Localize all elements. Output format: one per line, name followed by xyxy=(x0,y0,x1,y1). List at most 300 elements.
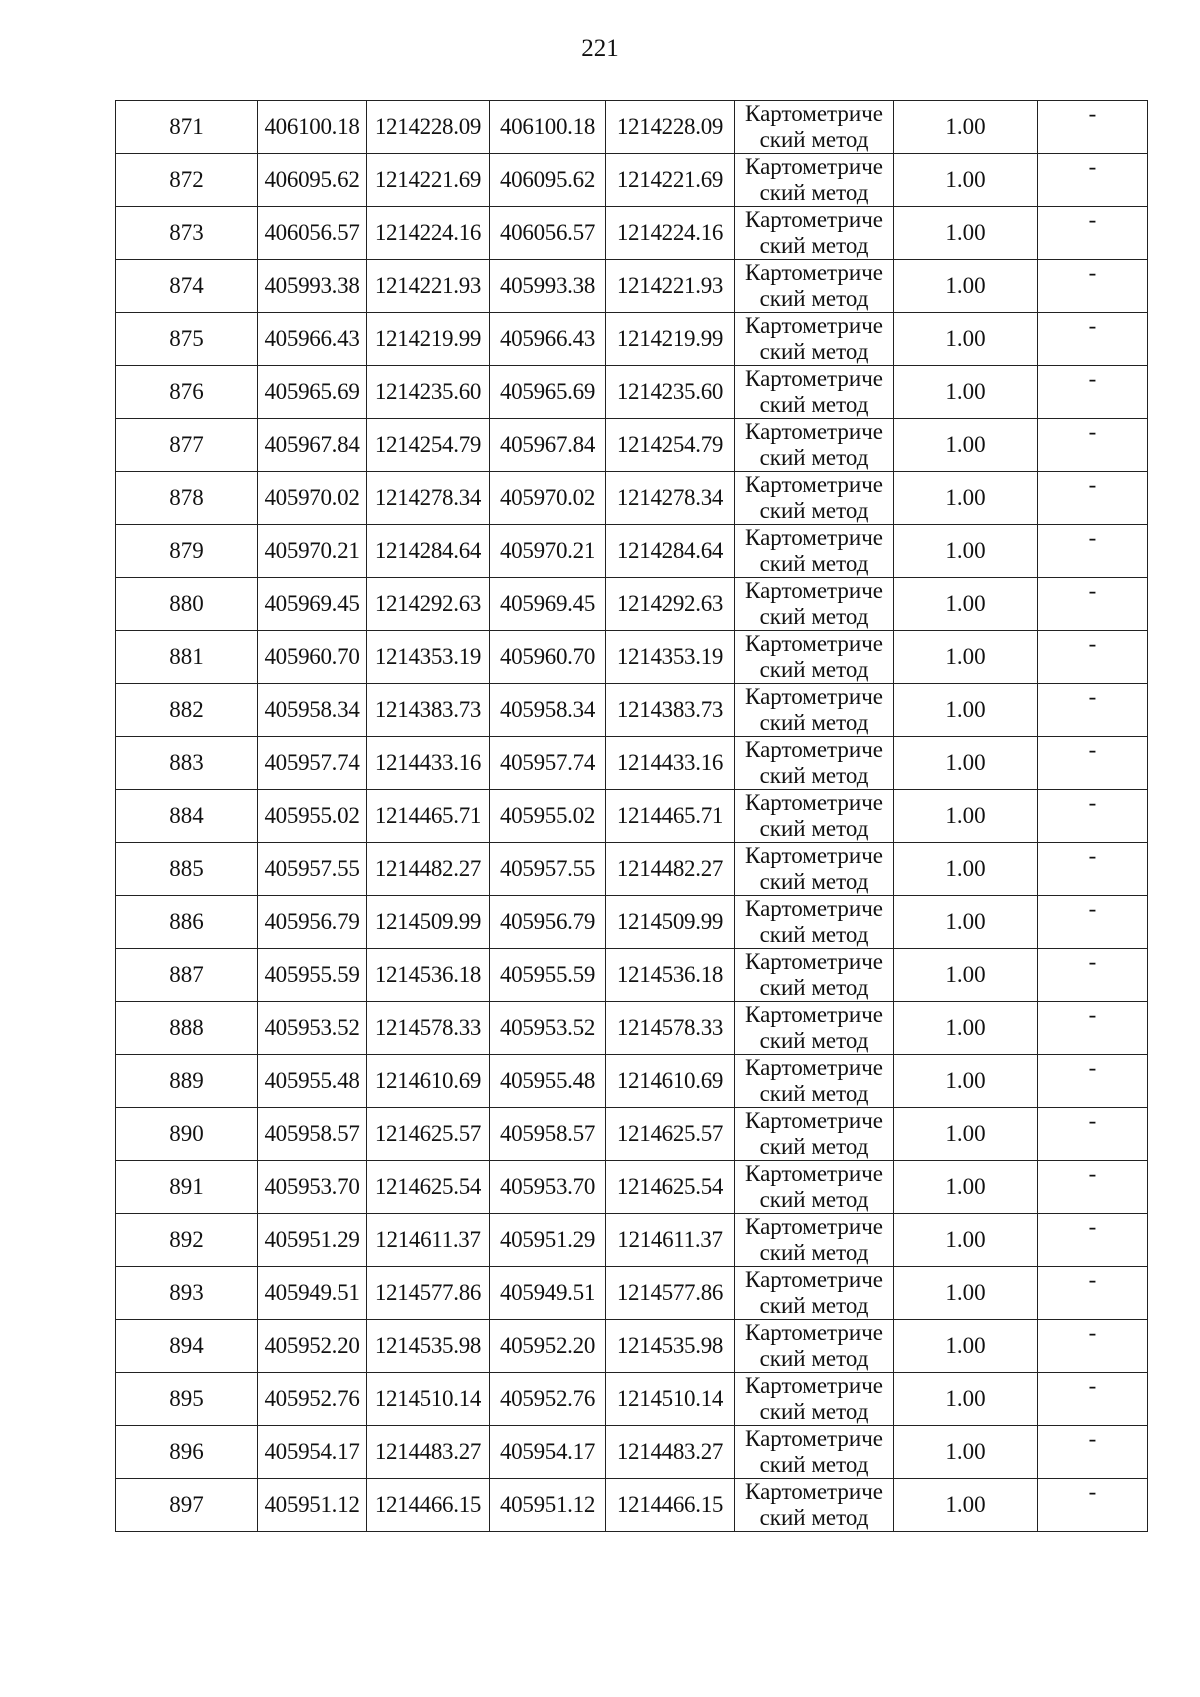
x-existing-cell: 405967.84 xyxy=(258,419,367,472)
method-text-line: ский метод xyxy=(759,710,869,735)
note-cell: - xyxy=(1038,472,1148,525)
x-existing-cell: 405952.76 xyxy=(258,1373,367,1426)
method-text-line: Картометриче xyxy=(745,1320,883,1345)
point-number-cell: 889 xyxy=(116,1055,258,1108)
x-new-cell: 405953.52 xyxy=(490,1002,606,1055)
note-cell: - xyxy=(1038,366,1148,419)
note-cell: - xyxy=(1038,260,1148,313)
y-existing-cell: 1214219.99 xyxy=(367,313,490,366)
x-new-cell: 406100.18 xyxy=(490,101,606,154)
y-new-cell: 1214224.16 xyxy=(606,207,735,260)
note-cell: - xyxy=(1038,1108,1148,1161)
table-row xyxy=(116,896,1148,949)
method-text-line: Картометриче xyxy=(745,949,883,974)
note-cell: - xyxy=(1038,578,1148,631)
y-existing-cell: 1214292.63 xyxy=(367,578,490,631)
x-existing-cell: 405970.02 xyxy=(258,472,367,525)
x-new-cell: 405956.79 xyxy=(490,896,606,949)
note-cell: - xyxy=(1038,101,1148,154)
method-text-line: ский метод xyxy=(759,339,869,364)
table-row xyxy=(116,578,1148,631)
method-text-line: ский метод xyxy=(759,816,869,841)
y-existing-cell: 1214353.19 xyxy=(367,631,490,684)
method-cell xyxy=(735,843,894,896)
x-existing-cell: 405958.34 xyxy=(258,684,367,737)
y-existing-cell: 1214221.69 xyxy=(367,154,490,207)
x-existing-cell: 405960.70 xyxy=(258,631,367,684)
accuracy-cell: 1.00 xyxy=(894,631,1038,684)
note-cell: - xyxy=(1038,631,1148,684)
point-number-cell: 872 xyxy=(116,154,258,207)
y-new-cell: 1214235.60 xyxy=(606,366,735,419)
x-new-cell: 405957.55 xyxy=(490,843,606,896)
accuracy-cell: 1.00 xyxy=(894,684,1038,737)
method-cell xyxy=(735,1320,894,1373)
y-existing-cell: 1214254.79 xyxy=(367,419,490,472)
method-cell xyxy=(735,578,894,631)
y-new-cell: 1214292.63 xyxy=(606,578,735,631)
y-existing-cell: 1214509.99 xyxy=(367,896,490,949)
table-row xyxy=(116,1108,1148,1161)
y-existing-cell: 1214611.37 xyxy=(367,1214,490,1267)
method-cell xyxy=(735,631,894,684)
x-new-cell: 405952.76 xyxy=(490,1373,606,1426)
point-number-cell: 895 xyxy=(116,1373,258,1426)
method-text-line: ский метод xyxy=(759,1028,869,1053)
note-cell: - xyxy=(1038,1002,1148,1055)
note-cell: - xyxy=(1038,790,1148,843)
method-text-line: Картометриче xyxy=(745,631,883,656)
note-cell: - xyxy=(1038,1426,1148,1479)
table-body xyxy=(116,101,1148,1532)
method-text-line: ский метод xyxy=(759,180,869,205)
accuracy-cell: 1.00 xyxy=(894,101,1038,154)
table-row xyxy=(116,313,1148,366)
note-cell: - xyxy=(1038,949,1148,1002)
x-new-cell: 405957.74 xyxy=(490,737,606,790)
method-cell xyxy=(735,737,894,790)
note-cell: - xyxy=(1038,1161,1148,1214)
y-new-cell: 1214353.19 xyxy=(606,631,735,684)
x-existing-cell: 406100.18 xyxy=(258,101,367,154)
x-new-cell: 405949.51 xyxy=(490,1267,606,1320)
table-row xyxy=(116,1373,1148,1426)
table-row xyxy=(116,1002,1148,1055)
y-new-cell: 1214625.54 xyxy=(606,1161,735,1214)
accuracy-cell: 1.00 xyxy=(894,1373,1038,1426)
method-text-line: ский метод xyxy=(759,1399,869,1424)
y-existing-cell: 1214466.15 xyxy=(367,1479,490,1532)
accuracy-cell: 1.00 xyxy=(894,525,1038,578)
table-row xyxy=(116,1426,1148,1479)
method-cell xyxy=(735,790,894,843)
accuracy-cell: 1.00 xyxy=(894,1055,1038,1108)
y-new-cell: 1214383.73 xyxy=(606,684,735,737)
method-text-line: ский метод xyxy=(759,445,869,470)
x-new-cell: 405953.70 xyxy=(490,1161,606,1214)
method-cell xyxy=(735,1373,894,1426)
note-cell: - xyxy=(1038,896,1148,949)
note-cell: - xyxy=(1038,1214,1148,1267)
method-cell xyxy=(735,260,894,313)
method-cell xyxy=(735,1055,894,1108)
note-cell: - xyxy=(1038,419,1148,472)
x-new-cell: 405965.69 xyxy=(490,366,606,419)
point-number-cell: 873 xyxy=(116,207,258,260)
method-text-line: Картометриче xyxy=(745,1214,883,1239)
y-existing-cell: 1214465.71 xyxy=(367,790,490,843)
x-new-cell: 405970.02 xyxy=(490,472,606,525)
y-existing-cell: 1214536.18 xyxy=(367,949,490,1002)
x-existing-cell: 405956.79 xyxy=(258,896,367,949)
accuracy-cell: 1.00 xyxy=(894,896,1038,949)
accuracy-cell: 1.00 xyxy=(894,207,1038,260)
accuracy-cell: 1.00 xyxy=(894,949,1038,1002)
table-row xyxy=(116,631,1148,684)
x-new-cell: 405952.20 xyxy=(490,1320,606,1373)
y-new-cell: 1214509.99 xyxy=(606,896,735,949)
point-number-cell: 884 xyxy=(116,790,258,843)
note-cell: - xyxy=(1038,843,1148,896)
y-new-cell: 1214221.69 xyxy=(606,154,735,207)
y-existing-cell: 1214625.57 xyxy=(367,1108,490,1161)
method-text-line: ский метод xyxy=(759,763,869,788)
accuracy-cell: 1.00 xyxy=(894,154,1038,207)
point-number-cell: 882 xyxy=(116,684,258,737)
method-cell xyxy=(735,896,894,949)
x-existing-cell: 406056.57 xyxy=(258,207,367,260)
table-row xyxy=(116,1161,1148,1214)
method-cell xyxy=(735,366,894,419)
accuracy-cell: 1.00 xyxy=(894,843,1038,896)
note-cell: - xyxy=(1038,1320,1148,1373)
y-new-cell: 1214610.69 xyxy=(606,1055,735,1108)
y-existing-cell: 1214221.93 xyxy=(367,260,490,313)
y-new-cell: 1214482.27 xyxy=(606,843,735,896)
table-row xyxy=(116,366,1148,419)
table-row xyxy=(116,101,1148,154)
point-number-cell: 874 xyxy=(116,260,258,313)
method-text-line: Картометриче xyxy=(745,525,883,550)
y-existing-cell: 1214610.69 xyxy=(367,1055,490,1108)
method-cell xyxy=(735,1161,894,1214)
method-text-line: ский метод xyxy=(759,1081,869,1106)
x-existing-cell: 405969.45 xyxy=(258,578,367,631)
point-number-cell: 885 xyxy=(116,843,258,896)
point-number-cell: 891 xyxy=(116,1161,258,1214)
method-text-line: ский метод xyxy=(759,1505,869,1530)
method-text-line: ский метод xyxy=(759,233,869,258)
y-existing-cell: 1214578.33 xyxy=(367,1002,490,1055)
x-existing-cell: 405955.48 xyxy=(258,1055,367,1108)
x-new-cell: 405967.84 xyxy=(490,419,606,472)
table-row xyxy=(116,1055,1148,1108)
x-existing-cell: 405951.12 xyxy=(258,1479,367,1532)
method-text-line: Картометриче xyxy=(745,472,883,497)
x-new-cell: 405955.48 xyxy=(490,1055,606,1108)
point-number-cell: 875 xyxy=(116,313,258,366)
note-cell: - xyxy=(1038,154,1148,207)
point-number-cell: 878 xyxy=(116,472,258,525)
note-cell: - xyxy=(1038,737,1148,790)
x-new-cell: 405958.57 xyxy=(490,1108,606,1161)
y-new-cell: 1214466.15 xyxy=(606,1479,735,1532)
table-row xyxy=(116,949,1148,1002)
table-row xyxy=(116,1214,1148,1267)
accuracy-cell: 1.00 xyxy=(894,419,1038,472)
table-row xyxy=(116,419,1148,472)
accuracy-cell: 1.00 xyxy=(894,1426,1038,1479)
method-text-line: Картометриче xyxy=(745,260,883,285)
method-text-line: Картометриче xyxy=(745,101,883,126)
note-cell: - xyxy=(1038,1055,1148,1108)
method-text-line: Картометриче xyxy=(745,1426,883,1451)
x-new-cell: 405954.17 xyxy=(490,1426,606,1479)
method-text-line: ский метод xyxy=(759,1293,869,1318)
x-new-cell: 405960.70 xyxy=(490,631,606,684)
point-number-cell: 877 xyxy=(116,419,258,472)
method-text-line: Картометриче xyxy=(745,1002,883,1027)
method-text-line: Картометриче xyxy=(745,790,883,815)
y-new-cell: 1214625.57 xyxy=(606,1108,735,1161)
note-cell: - xyxy=(1038,684,1148,737)
table-row xyxy=(116,154,1148,207)
point-number-cell: 876 xyxy=(116,366,258,419)
y-existing-cell: 1214625.54 xyxy=(367,1161,490,1214)
note-cell: - xyxy=(1038,1267,1148,1320)
x-new-cell: 405966.43 xyxy=(490,313,606,366)
method-text-line: ский метод xyxy=(759,127,869,152)
note-cell: - xyxy=(1038,525,1148,578)
y-new-cell: 1214578.33 xyxy=(606,1002,735,1055)
method-text-line: Картометриче xyxy=(745,737,883,762)
method-text-line: Картометриче xyxy=(745,419,883,444)
accuracy-cell: 1.00 xyxy=(894,1479,1038,1532)
method-cell xyxy=(735,419,894,472)
method-text-line: ский метод xyxy=(759,1452,869,1477)
x-existing-cell: 405954.17 xyxy=(258,1426,367,1479)
method-text-line: Картометриче xyxy=(745,313,883,338)
y-new-cell: 1214284.64 xyxy=(606,525,735,578)
method-cell xyxy=(735,1002,894,1055)
x-existing-cell: 405953.70 xyxy=(258,1161,367,1214)
x-existing-cell: 405955.02 xyxy=(258,790,367,843)
method-text-line: Картометриче xyxy=(745,366,883,391)
table-row xyxy=(116,1320,1148,1373)
y-existing-cell: 1214284.64 xyxy=(367,525,490,578)
y-new-cell: 1214611.37 xyxy=(606,1214,735,1267)
table-row xyxy=(116,1479,1148,1532)
method-cell xyxy=(735,472,894,525)
x-new-cell: 406095.62 xyxy=(490,154,606,207)
page-number: 221 xyxy=(581,35,619,62)
table-row xyxy=(116,1267,1148,1320)
method-text-line: ский метод xyxy=(759,657,869,682)
x-existing-cell: 405993.38 xyxy=(258,260,367,313)
y-existing-cell: 1214577.86 xyxy=(367,1267,490,1320)
method-cell xyxy=(735,1479,894,1532)
method-text-line: Картометриче xyxy=(745,684,883,709)
point-number-cell: 896 xyxy=(116,1426,258,1479)
method-text-line: ский метод xyxy=(759,1346,869,1371)
table-row xyxy=(116,790,1148,843)
accuracy-cell: 1.00 xyxy=(894,260,1038,313)
method-cell xyxy=(735,313,894,366)
point-number-cell: 883 xyxy=(116,737,258,790)
y-new-cell: 1214536.18 xyxy=(606,949,735,1002)
point-number-cell: 887 xyxy=(116,949,258,1002)
accuracy-cell: 1.00 xyxy=(894,1320,1038,1373)
method-cell xyxy=(735,525,894,578)
point-number-cell: 881 xyxy=(116,631,258,684)
method-cell xyxy=(735,684,894,737)
accuracy-cell: 1.00 xyxy=(894,1214,1038,1267)
accuracy-cell: 1.00 xyxy=(894,366,1038,419)
point-number-cell: 886 xyxy=(116,896,258,949)
point-number-cell: 871 xyxy=(116,101,258,154)
x-new-cell: 405970.21 xyxy=(490,525,606,578)
method-text-line: ский метод xyxy=(759,604,869,629)
y-existing-cell: 1214228.09 xyxy=(367,101,490,154)
table-row xyxy=(116,260,1148,313)
x-new-cell: 405951.12 xyxy=(490,1479,606,1532)
y-new-cell: 1214465.71 xyxy=(606,790,735,843)
y-existing-cell: 1214483.27 xyxy=(367,1426,490,1479)
y-new-cell: 1214510.14 xyxy=(606,1373,735,1426)
y-existing-cell: 1214235.60 xyxy=(367,366,490,419)
y-new-cell: 1214433.16 xyxy=(606,737,735,790)
method-cell xyxy=(735,101,894,154)
method-cell xyxy=(735,949,894,1002)
y-new-cell: 1214219.99 xyxy=(606,313,735,366)
point-number-cell: 890 xyxy=(116,1108,258,1161)
accuracy-cell: 1.00 xyxy=(894,1002,1038,1055)
method-text-line: Картометриче xyxy=(745,1479,883,1504)
method-cell xyxy=(735,154,894,207)
x-existing-cell: 405957.74 xyxy=(258,737,367,790)
y-existing-cell: 1214535.98 xyxy=(367,1320,490,1373)
table-row xyxy=(116,684,1148,737)
x-existing-cell: 405953.52 xyxy=(258,1002,367,1055)
y-new-cell: 1214577.86 xyxy=(606,1267,735,1320)
accuracy-cell: 1.00 xyxy=(894,313,1038,366)
method-text-line: Картометриче xyxy=(745,154,883,179)
y-existing-cell: 1214224.16 xyxy=(367,207,490,260)
y-existing-cell: 1214510.14 xyxy=(367,1373,490,1426)
table-row xyxy=(116,472,1148,525)
method-text-line: ский метод xyxy=(759,498,869,523)
x-new-cell: 406056.57 xyxy=(490,207,606,260)
accuracy-cell: 1.00 xyxy=(894,790,1038,843)
x-existing-cell: 405957.55 xyxy=(258,843,367,896)
x-new-cell: 405993.38 xyxy=(490,260,606,313)
accuracy-cell: 1.00 xyxy=(894,578,1038,631)
method-text-line: Картометриче xyxy=(745,1108,883,1133)
method-text-line: ский метод xyxy=(759,392,869,417)
y-new-cell: 1214278.34 xyxy=(606,472,735,525)
x-existing-cell: 405951.29 xyxy=(258,1214,367,1267)
method-text-line: Картометриче xyxy=(745,1161,883,1186)
coordinates-table xyxy=(115,100,1148,1532)
note-cell: - xyxy=(1038,1479,1148,1532)
x-existing-cell: 405955.59 xyxy=(258,949,367,1002)
accuracy-cell: 1.00 xyxy=(894,737,1038,790)
y-existing-cell: 1214278.34 xyxy=(367,472,490,525)
method-text-line: ский метод xyxy=(759,286,869,311)
accuracy-cell: 1.00 xyxy=(894,1267,1038,1320)
note-cell: - xyxy=(1038,313,1148,366)
method-text-line: Картометриче xyxy=(745,1373,883,1398)
x-new-cell: 405969.45 xyxy=(490,578,606,631)
method-text-line: ский метод xyxy=(759,975,869,1000)
y-new-cell: 1214228.09 xyxy=(606,101,735,154)
x-existing-cell: 405958.57 xyxy=(258,1108,367,1161)
method-text-line: Картометриче xyxy=(745,207,883,232)
table-row xyxy=(116,737,1148,790)
y-new-cell: 1214483.27 xyxy=(606,1426,735,1479)
x-existing-cell: 405952.20 xyxy=(258,1320,367,1373)
point-number-cell: 879 xyxy=(116,525,258,578)
point-number-cell: 880 xyxy=(116,578,258,631)
y-existing-cell: 1214433.16 xyxy=(367,737,490,790)
x-existing-cell: 405965.69 xyxy=(258,366,367,419)
method-cell xyxy=(735,1426,894,1479)
method-text-line: Картометриче xyxy=(745,843,883,868)
x-existing-cell: 405970.21 xyxy=(258,525,367,578)
method-text-line: Картометриче xyxy=(745,578,883,603)
method-cell xyxy=(735,207,894,260)
x-new-cell: 405955.02 xyxy=(490,790,606,843)
x-existing-cell: 405949.51 xyxy=(258,1267,367,1320)
point-number-cell: 893 xyxy=(116,1267,258,1320)
y-new-cell: 1214254.79 xyxy=(606,419,735,472)
accuracy-cell: 1.00 xyxy=(894,1161,1038,1214)
table-row xyxy=(116,207,1148,260)
method-text-line: ский метод xyxy=(759,1240,869,1265)
x-new-cell: 405955.59 xyxy=(490,949,606,1002)
method-cell xyxy=(735,1267,894,1320)
point-number-cell: 888 xyxy=(116,1002,258,1055)
note-cell: - xyxy=(1038,1373,1148,1426)
point-number-cell: 894 xyxy=(116,1320,258,1373)
method-text-line: Картометриче xyxy=(745,1267,883,1292)
method-text-line: Картометриче xyxy=(745,896,883,921)
accuracy-cell: 1.00 xyxy=(894,472,1038,525)
x-new-cell: 405951.29 xyxy=(490,1214,606,1267)
x-new-cell: 405958.34 xyxy=(490,684,606,737)
method-text-line: ский метод xyxy=(759,1134,869,1159)
method-text-line: Картометриче xyxy=(745,1055,883,1080)
table-row xyxy=(116,843,1148,896)
y-new-cell: 1214221.93 xyxy=(606,260,735,313)
table-row xyxy=(116,525,1148,578)
method-cell xyxy=(735,1214,894,1267)
y-existing-cell: 1214383.73 xyxy=(367,684,490,737)
method-text-line: ский метод xyxy=(759,551,869,576)
method-text-line: ский метод xyxy=(759,1187,869,1212)
x-existing-cell: 406095.62 xyxy=(258,154,367,207)
method-text-line: ский метод xyxy=(759,869,869,894)
y-new-cell: 1214535.98 xyxy=(606,1320,735,1373)
y-existing-cell: 1214482.27 xyxy=(367,843,490,896)
x-existing-cell: 405966.43 xyxy=(258,313,367,366)
method-text-line: ский метод xyxy=(759,922,869,947)
note-cell: - xyxy=(1038,207,1148,260)
accuracy-cell: 1.00 xyxy=(894,1108,1038,1161)
method-cell xyxy=(735,1108,894,1161)
point-number-cell: 892 xyxy=(116,1214,258,1267)
point-number-cell: 897 xyxy=(116,1479,258,1532)
